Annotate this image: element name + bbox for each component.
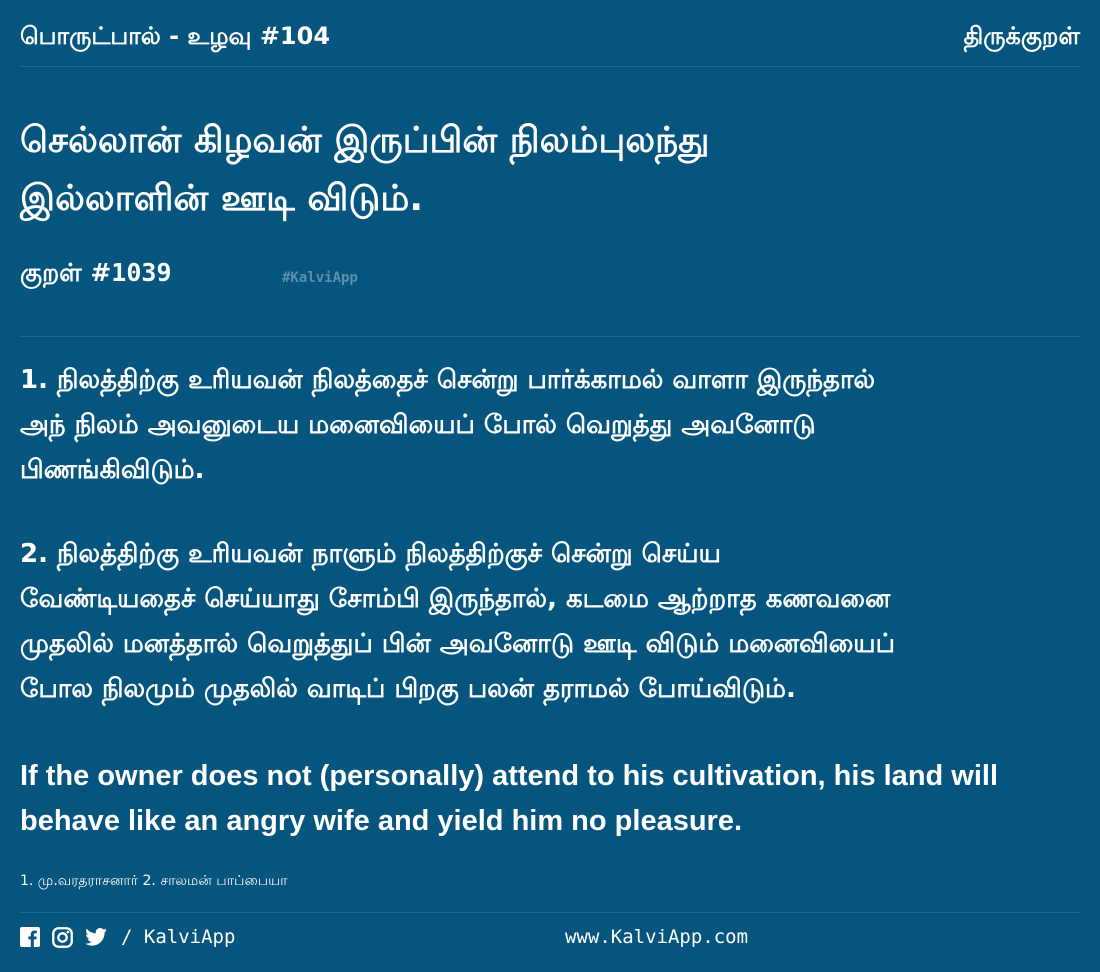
facebook-icon[interactable] xyxy=(20,927,40,947)
explanation-2-line: 2. நிலத்திற்கு உரியவன் நாளும் நிலத்திற்குச் சென்று செய்ய xyxy=(20,539,721,569)
explanation-2-line: முதலில் மனத்தால் வெறுத்துப் பின் அவனோடு ஊடி விடும் மனைவியைப் xyxy=(20,629,895,659)
kural-line-2: இல்லாளின் ஊடி விடும். xyxy=(20,178,424,219)
credits: 1. மு.வரதராசனார் 2. சாலமன் பாப்பையா xyxy=(20,873,288,889)
website-link[interactable]: www.KalviApp.com xyxy=(565,926,749,948)
explanation-2-line: வேண்டியதைச் செய்யாது சோம்பி இருந்தால், கடமை ஆற்றாத கணவனை xyxy=(20,584,891,614)
instagram-icon[interactable] xyxy=(52,927,73,948)
header xyxy=(20,22,1080,53)
social-links xyxy=(20,926,235,948)
content-divider xyxy=(20,336,1080,337)
explanation-1-line: பிணங்கிவிடும். xyxy=(20,455,205,485)
english-translation xyxy=(20,754,1080,844)
kural-couplet xyxy=(20,112,1080,228)
explanation-1-line: அந் நிலம் அவனுடைய மனைவியைப் போல் வெறுத்து அவனோடு xyxy=(20,410,816,440)
kural-line-1: செல்லான் கிழவன் இருப்பின் நிலம்புலந்து xyxy=(20,120,710,161)
explanation-2 xyxy=(20,532,1080,712)
kural-number-value: 1039 xyxy=(111,258,172,287)
twitter-icon[interactable] xyxy=(85,928,107,946)
hashtag-watermark: #KalviApp xyxy=(282,270,358,286)
kural-number xyxy=(20,258,172,291)
english-line: behave like an angry wife and yield him no pleasure. xyxy=(20,805,743,837)
explanation-1-line: 1. நிலத்திற்கு உரியவன் நிலத்தைச் சென்று பார்க்காமல் வாளா இருந்தால் xyxy=(20,365,876,395)
kalviapp-handle[interactable]: / KalviApp xyxy=(121,926,236,948)
book-title: திருக்குறள் xyxy=(963,22,1080,50)
header-divider xyxy=(20,66,1080,67)
explanation-2-line: போல நிலமும் முதலில் வாடிப் பிறகு பலன் தராமல் போய்விடும். xyxy=(20,674,796,704)
english-line: If the owner does not (personally) attend to his cultivation, his land will xyxy=(20,760,999,792)
explanation-1 xyxy=(20,358,1080,493)
section-title: பொருட்பால் - உழவு #104 xyxy=(20,22,331,50)
footer-divider xyxy=(20,912,1080,913)
kural-number-label: குறள் # xyxy=(20,258,112,287)
